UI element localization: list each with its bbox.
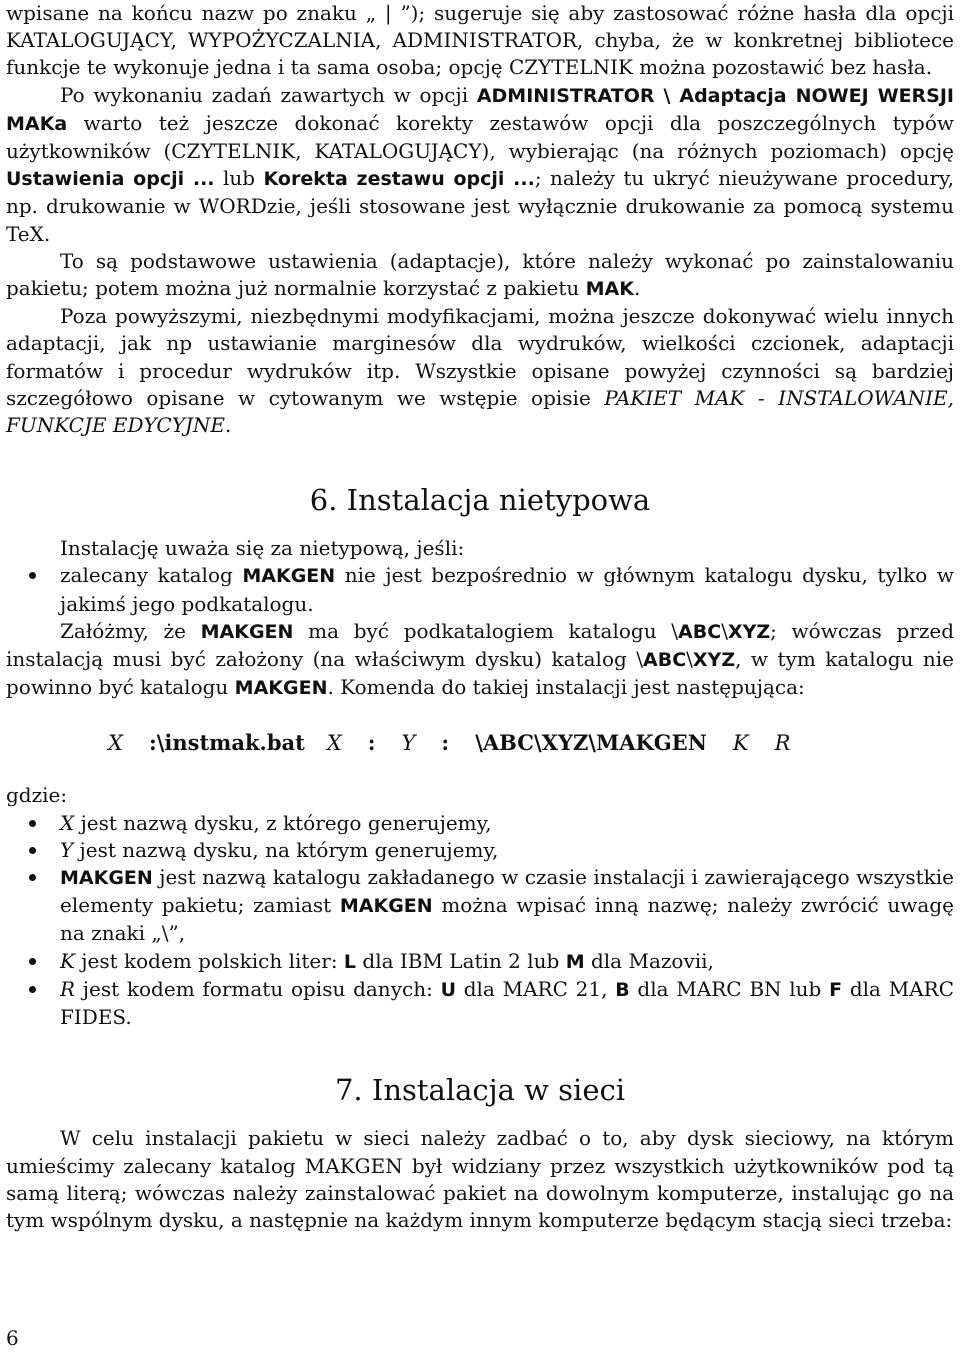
page-number: 6 — [6, 1326, 19, 1350]
document-page — [6, 0, 954, 1234]
list-item: zalecany katalog MAKGEN nie jest bezpośrednio w głównym katalogu dysku, tylko w jakimś jego podkatalogu. — [6, 562, 954, 617]
section-6-heading: 6. Instalacja nietypowa — [309, 483, 651, 518]
list-item: X jest nazwą dysku, z którego generujemy, — [6, 810, 954, 837]
section-7-body: W celu instalacji pakietu w sieci należy zadbać o to, aby dysk sieciowy, na którym umieścimy zalecany katalog MAKGEN był widziany przez wszystkich użytkowników pod tą samą literą; wówczas należy zainstalować pakiet na dowolnym komputerze, instalując go na tym wspólnym dysku, a następnie na każdym innym komputerze będącym stacją sieci trzeba: — [6, 1126, 954, 1232]
condition-list — [6, 562, 954, 617]
paragraph-basic-settings: To są podstawowe ustawienia (adaptacje), które należy wykonać po zainstalowaniu pakietu; potem można już normalnie korzystać z pakietu MAK. — [6, 248, 954, 301]
list-item: MAKGEN jest nazwą katalogu zakładanego w czasie instalacji i zawierającego wszystkie elementy pakietu; zamiast MAKGEN można wpisać inną nazwę; należy zwrócić uwagę na znaki „\”, — [6, 864, 954, 948]
list-item: Y jest nazwą dysku, na którym generujemy, — [6, 837, 954, 864]
paragraph-continuation: wpisane na końcu nazw po znaku „ | ”); sugeruje się aby zastosować różne hasła dla opcji KATALOGUJĄCY, WYPOŻYCZALNIA, ADMINISTRATOR, chyba, że w konkretnej bibliotece funkcje te wykonuje jedna i ta sama osoba; opcję CZYTELNIK można pozostawić bez hasła. — [6, 1, 954, 80]
cited-document-title: PAKIET MAK - INSTALOWANIE, FUNKCJE EDYCYJNE — [6, 385, 954, 438]
list-item: R jest kodem formatu opisu danych: U dla MARC 21, B dla MARC BN lub F dla MARC FIDES. — [6, 976, 954, 1031]
option-correction: Korekta zestawu opcji ... — [263, 168, 535, 191]
section-7-heading: 7. Instalacja w sieci — [334, 1073, 626, 1108]
where-label: gdzie: — [6, 783, 68, 808]
menu-path-admin: ADMINISTRATOR \ Adaptacja NOWEJ WERSJI MAKa — [6, 84, 954, 135]
parameter-list — [6, 810, 954, 1032]
paragraph-other-adaptations: Poza powyższymi, niezbędnymi modyfikacjami, można jeszcze dokonywać wielu innych adaptacji, jak np ustawianie marginesów dla wydruków, wielkości czcionek, adaptacji formatów i procedur wydruków itp. Wszystkie opisane powyżej czynności są bardziej szczegółowo opisane w cytowanym we wstępie opisie PAKIET MAK - INSTALOWANIE, FUNKCJE EDYCYJNE. — [6, 304, 954, 438]
section-6-intro: Instalację uważa się za nietypową, jeśli: — [60, 536, 465, 561]
list-item: K jest kodem polskich liter: L dla IBM Latin 2 lub M dla Mazovii, — [6, 948, 954, 976]
paragraph-assumption: Załóżmy, że MAKGEN ma być podkatalogiem katalogu \ABC\XYZ; wówczas przed instalacją musi być założony (na właściwym dysku) katalog \ABC\XYZ, w tym katalogu nie powinno być katalogu MAKGEN. Komenda do takiej instalacji jest następująca: — [6, 618, 954, 700]
install-command: X :\instmak.bat X : Y : \ABC\XYZ\MAKGEN K R — [108, 730, 791, 756]
option-settings: Ustawienia opcji ... — [6, 168, 215, 191]
paragraph-admin-adaptation: Po wykonaniu zadań zawartych w opcji ADMINISTRATOR \ Adaptacja NOWEJ WERSJI MAKa warto też jeszcze dokonać korekty zestawów opcji dla poszczególnych typów użytkowników (CZYTELNIK, KATALOGUJĄCY), wybierając (na różnych poziomach) opcję Ustawienia opcji ... lub Korekta zestawu opcji ...; należy tu ukryć nieużywane procedury, np. drukowanie w WORDzie, jeśli stosowane jest wyłącznie drukowanie za pomocą systemu TeX. — [6, 82, 955, 246]
